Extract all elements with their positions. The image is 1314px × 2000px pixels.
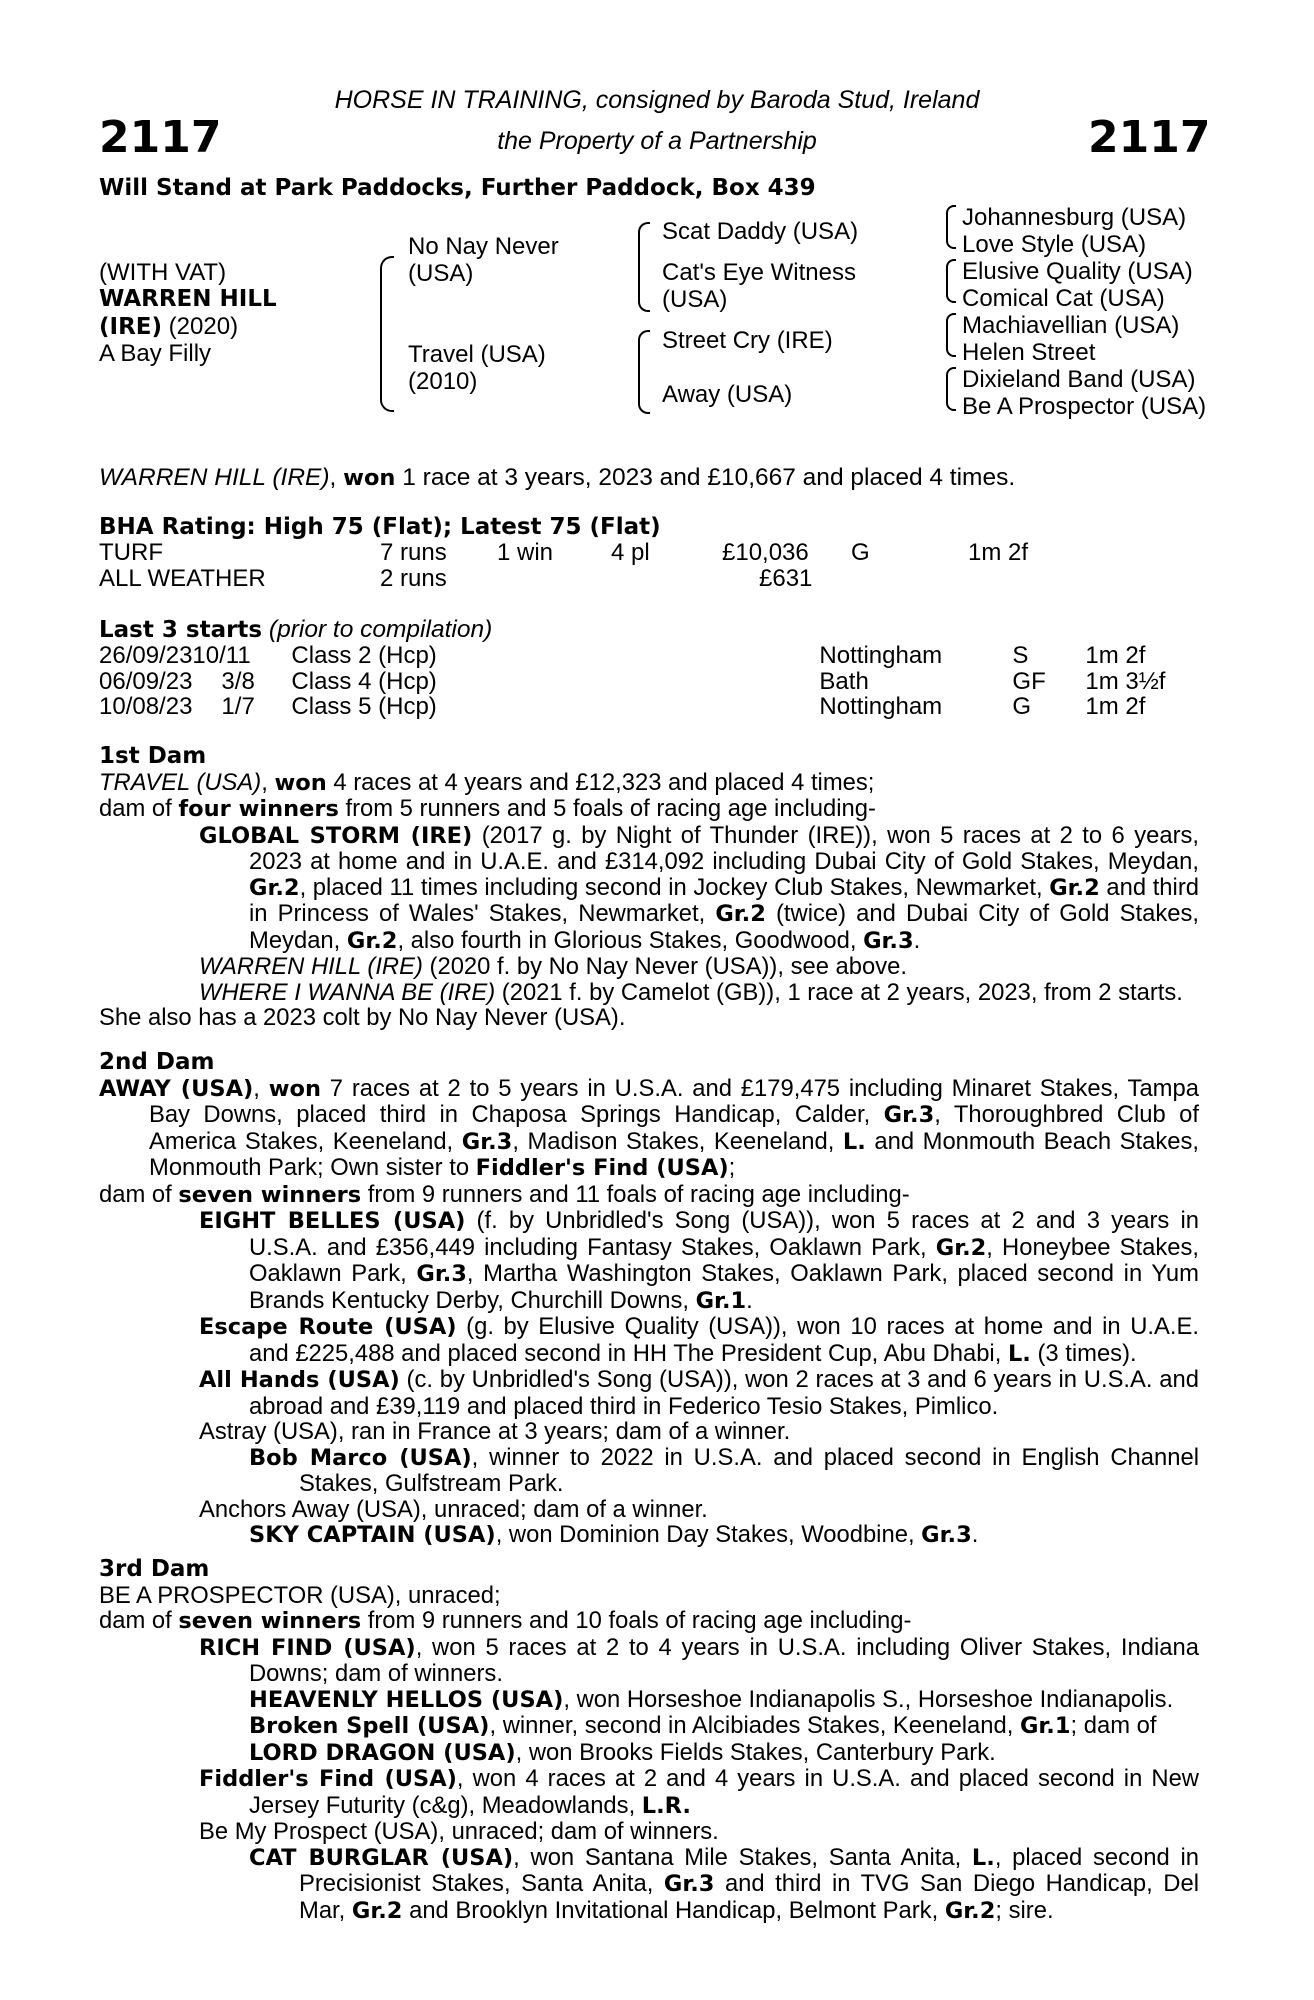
broken-spell-entry: Broken Spell (USA), winner, second in Alcibiades Stakes, Keeneland, Gr.1; dam of <box>249 1712 1157 1739</box>
all-hands-entry: All Hands (USA) (c. by Unbridled's Song (USA)), won 2 races at 3 and 6 years in U.S.A. and abroad and £39,119 and placed third in Federico Tesio Stakes, Pimlico. <box>199 1366 1199 1420</box>
first-dam-produce: dam of four winners from 5 runners and 5 foals of racing age including- <box>99 795 876 822</box>
warren-hill-entry: WARREN HILL (IRE) (2020 f. by No Nay Never (USA)), see above. <box>199 953 907 980</box>
second-dam-produce: dam of seven winners from 9 runners and 11 foals of racing age including- <box>99 1180 910 1208</box>
rating-table <box>99 540 1028 591</box>
where-i-wanna-be-entry: WHERE I WANNA BE (IRE) (2021 f. by Camelot (GB)), 1 race at 2 years, 2023, from 2 starts. <box>199 978 1183 1006</box>
race-summary: WARREN HILL (IRE), won 1 race at 3 years, 2023 and £10,667 and placed 4 times. <box>99 464 1016 491</box>
gen3-7: Dixieland Band (USA) <box>962 366 1196 393</box>
escape-route-entry: Escape Route (USA) (g. by Elusive Quality (USA)), won 10 races at home and in U.A.E. and £225,488 and placed second in HH The President Cup, Abu Dhabi, L. (3 times). <box>199 1313 1199 1367</box>
second-dam-section <box>99 1050 1199 1549</box>
rating-row: TURF 7 runs 1 win 4 pl £10,036 G 1m 2f <box>99 539 1029 566</box>
cat-burglar-entry: CAT BURGLAR (USA), won Santana Mile Stakes, Santa Anita, L., placed second in Precisionist Stakes, Santa Anita, Gr.3 and third in TVG San Diego Handicap, Del Mar, Gr.2 and Brooklyn Invitational Handicap, Belmont Park, Gr.2; sire. <box>249 1843 1200 1924</box>
rich-find-entry: RICH FIND (USA), won 5 races at 2 to 4 years in U.S.A. including Oliver Stakes, Indiana Downs; dam of winners. <box>199 1633 1199 1687</box>
dam-year: (2010) <box>408 368 478 395</box>
sire-country: (USA) <box>408 260 474 287</box>
third-dam-heading: 3rd Dam <box>99 1556 210 1582</box>
dam-brace <box>638 330 650 414</box>
colt-note: She also has a 2023 colt by No Nay Never (USA). <box>99 1004 626 1031</box>
sire-dam-country: (USA) <box>662 286 728 313</box>
start-row: 06/09/23 3/8 Class 4 (Hcp) Bath GF 1m 3½f <box>99 667 1166 695</box>
start-row: 26/09/23 10/11 Class 2 (Hcp) Nottingham S 1m 2f <box>99 642 1146 669</box>
bob-marco-entry: Bob Marco (USA), winner to 2022 in U.S.A. and placed second in English Channel Stakes, Gulfstream Park. <box>249 1443 1199 1497</box>
consignor-line: HORSE IN TRAINING, consigned by Baroda Stud, Ireland <box>334 86 980 114</box>
dam-dam: Away (USA) <box>662 381 793 408</box>
sire-sire: Scat Daddy (USA) <box>662 218 859 245</box>
global-storm-entry: GLOBAL STORM (IRE) (2017 g. by Night of Thunder (IRE)), won 5 races at 2 to 6 years, 2023 at home and in U.A.E. and £314,092 including Dubai City of Gold Stakes, Meydan, Gr.2, placed 11 times including second in Jockey Club Stakes, Newmarket, Gr.2 and third in Princess of Wales' Stakes, Newmarket, Gr.2 (twice) and Dubai City of Gold Stakes, Meydan, Gr.2, also fourth in Glorious Stakes, Goodwood, Gr.3. <box>199 821 1199 954</box>
rating-row: ALL WEATHER 2 runs £631 <box>99 564 813 592</box>
away-entry: AWAY (USA), won 7 races at 2 to 5 years in U.S.A. and £179,475 including Minaret Stakes, Tampa Bay Downs, placed third in Chaposa Springs Handicap, Calder, Gr.3, Thoroughbred Club of America Stakes, Keeneland, Gr.3, Madison Stakes, Keeneland, L. and Monmouth Beach Stakes, Monmouth Park; Own sister to Fiddler's Find (USA); <box>99 1074 1200 1181</box>
astray-entry: Astray (USA), ran in France at 3 years; dam of a winner. <box>199 1418 791 1445</box>
gen3-6: Helen Street <box>962 339 1096 366</box>
grandsire-brace-2 <box>946 259 956 303</box>
sky-captain-entry: SKY CAPTAIN (USA), won Dominion Day Stakes, Woodbine, Gr.3. <box>249 1521 979 1548</box>
gen3-2: Love Style (USA) <box>962 231 1147 258</box>
gen3-3: Elusive Quality (USA) <box>962 258 1193 285</box>
first-dam-record: TRAVEL (USA), won 4 races at 4 years and £12,323 and placed 4 times; <box>99 768 875 796</box>
lot-number-right: 2117 <box>1088 112 1211 163</box>
third-dam-produce: dam of seven winners from 9 runners and 10 foals of racing age including- <box>99 1607 912 1634</box>
grandsire-brace-3 <box>946 313 956 357</box>
first-dam-heading: 1st Dam <box>99 743 207 769</box>
last-starts-table <box>99 643 1165 720</box>
grandsire-brace-1 <box>946 205 956 249</box>
stand-location: Will Stand at Park Paddocks, Further Paddock, Box 439 <box>99 175 816 201</box>
anchors-away-entry: Anchors Away (USA), unraced; dam of a winner. <box>199 1495 708 1523</box>
gen3-8: Be A Prospector (USA) <box>962 393 1207 420</box>
start-row: 10/08/23 1/7 Class 5 (Hcp) Nottingham G 1m 2f <box>99 693 1146 720</box>
lot-number-left: 2117 <box>99 112 222 163</box>
second-dam-heading: 2nd Dam <box>99 1049 215 1075</box>
vat-status: (WITH VAT) <box>99 259 227 286</box>
be-my-prospect-entry: Be My Prospect (USA), unraced; dam of winners. <box>199 1818 719 1845</box>
horse-description: A Bay Filly <box>99 340 212 367</box>
horse-name: WARREN HILL <box>99 286 277 312</box>
grandsire-brace-4 <box>946 367 956 411</box>
eight-belles-entry: EIGHT BELLES (USA) (f. by Unbridled's Song (USA)), won 5 races at 2 and 3 years in U.S.A. and £356,449 including Fantasy Stakes, Oaklawn Park, Gr.2, Honeybee Stakes, Oaklawn Park, Gr.3, Martha Washington Stakes, Oaklawn Park, placed second in Yum Brands Kentucky Derby, Churchill Downs, Gr.1. <box>199 1207 1199 1314</box>
sire-name: No Nay Never <box>408 233 559 260</box>
sire-brace <box>638 222 650 312</box>
heavenly-hellos-entry: HEAVENLY HELLOS (USA), won Horseshoe Indianapolis S., Horseshoe Indianapolis. <box>249 1685 1174 1713</box>
fiddlers-find-entry: Fiddler's Find (USA), won 4 races at 2 and 4 years in U.S.A. and placed second in New Jersey Futurity (c&g), Meadowlands, L.R. <box>199 1765 1199 1819</box>
pedigree-brace <box>380 256 394 412</box>
horse-origin-year: (IRE) (2020) <box>99 313 239 340</box>
gen3-4: Comical Cat (USA) <box>962 285 1165 312</box>
last-starts-heading: Last 3 starts (prior to compilation) <box>99 616 493 643</box>
third-dam-section <box>99 1557 1199 1924</box>
first-dam-section <box>99 744 1199 1031</box>
dam-sire: Street Cry (IRE) <box>662 327 833 354</box>
sire-dam: Cat's Eye Witness <box>662 259 856 286</box>
property-line: the Property of a Partnership <box>497 127 817 155</box>
rating-heading: BHA Rating: High 75 (Flat); Latest 75 (Flat) <box>99 514 661 540</box>
dam-name: Travel (USA) <box>408 341 546 368</box>
gen3-5: Machiavellian (USA) <box>962 312 1180 339</box>
lord-dragon-entry: LORD DRAGON (USA), won Brooks Fields Stakes, Canterbury Park. <box>249 1738 996 1766</box>
third-dam-record: BE A PROSPECTOR (USA), unraced; <box>99 1581 501 1609</box>
gen3-1: Johannesburg (USA) <box>962 204 1187 231</box>
